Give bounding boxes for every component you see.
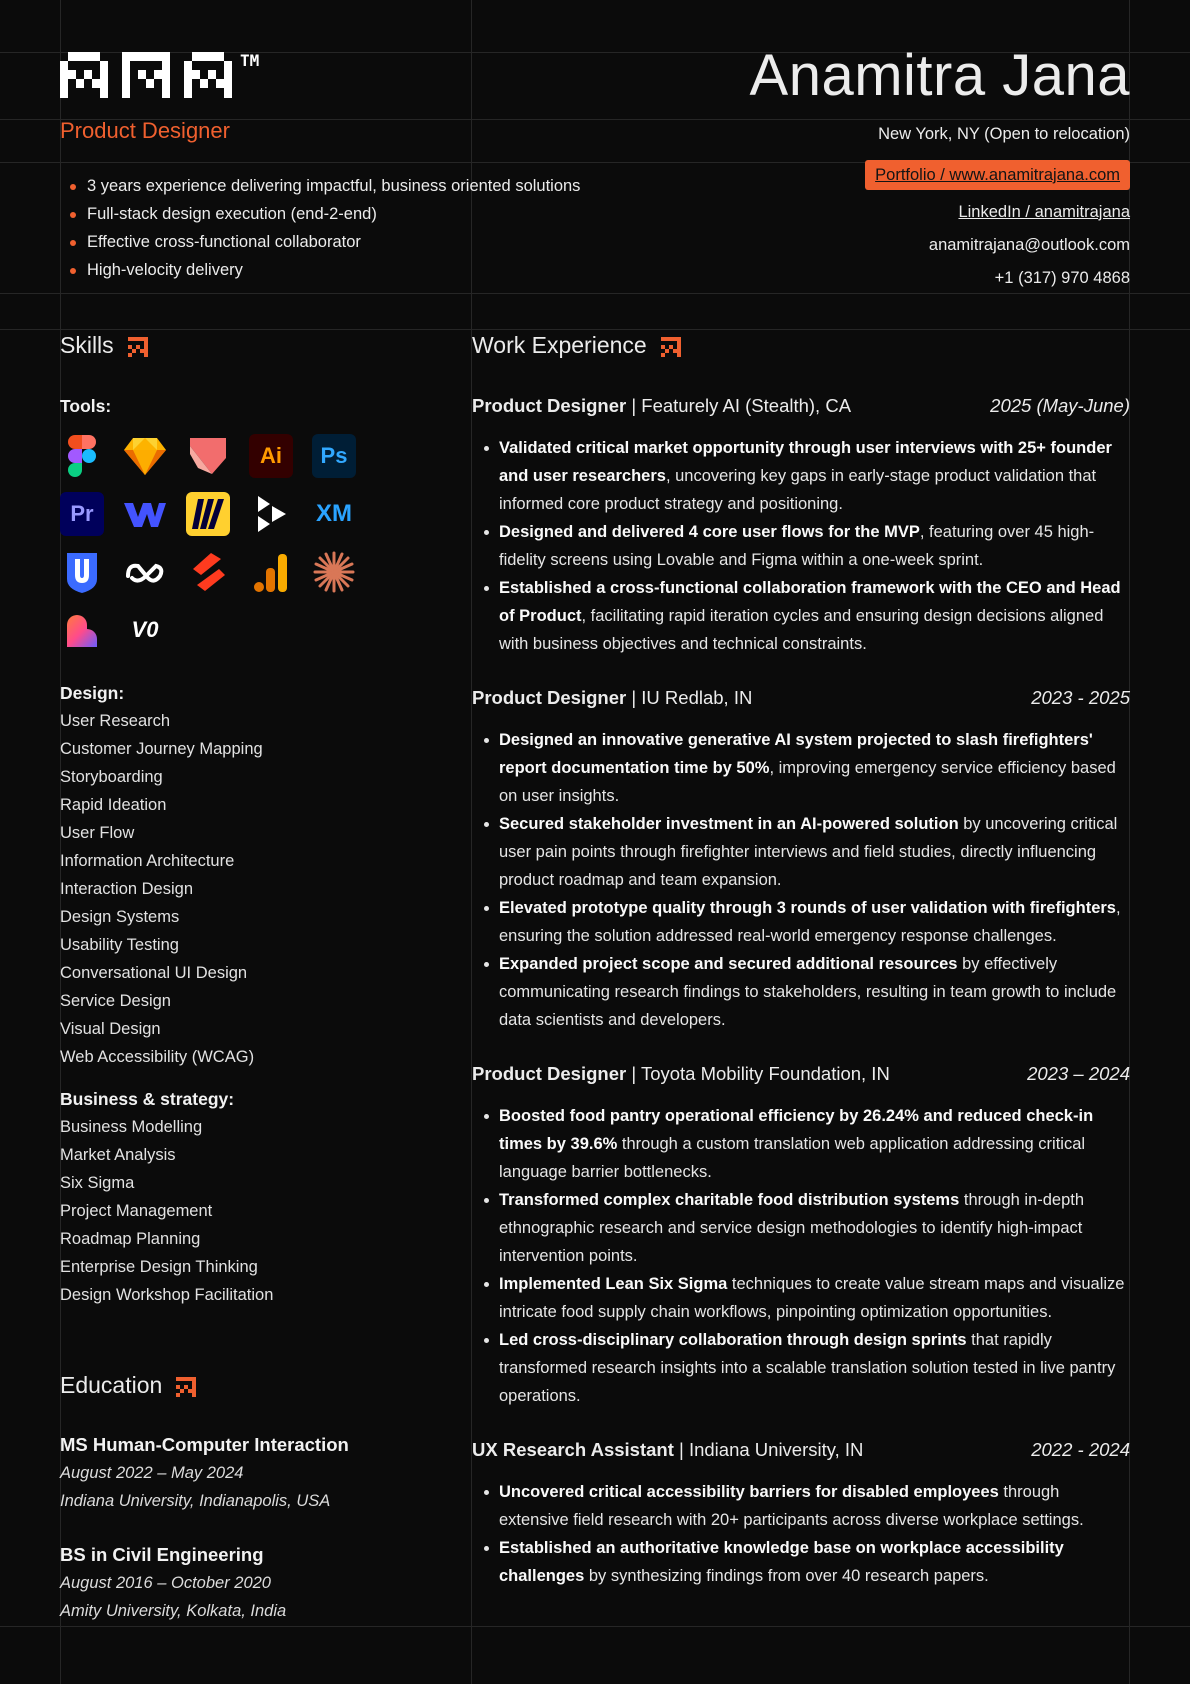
list-item: Business Modelling <box>60 1118 203 1136</box>
job-bullets <box>472 1478 1130 1590</box>
job-title: Product Designer <box>472 687 627 708</box>
education-entry <box>60 1541 460 1625</box>
job-header <box>472 684 1130 712</box>
lovable-icon <box>60 608 104 652</box>
education-heading <box>60 1372 196 1399</box>
job-header <box>472 1436 1130 1464</box>
portfolio-link[interactable]: Portfolio / www.anamitrajana.com <box>865 160 1130 190</box>
skills-heading-label: Skills <box>60 332 114 358</box>
skills-heading <box>60 332 148 359</box>
job-entry <box>472 684 1130 1034</box>
pixel-arrow-icon <box>176 1376 196 1396</box>
bullet-item: Led cross-disciplinary collaboration through design sprints that rapidly transformed research insights into a scalable translation solution tested in live pantry operations. <box>472 1326 1130 1410</box>
analytics-icon <box>249 550 293 594</box>
business-skills-list <box>60 1113 460 1309</box>
user-testing-icon <box>60 550 104 594</box>
business-label: Business & strategy: <box>60 1089 235 1109</box>
job-date: 2023 – 2024 <box>1027 1063 1130 1084</box>
xd-icon: XM <box>316 500 352 527</box>
sketch-icon <box>123 434 167 478</box>
job-date: 2025 (May-June) <box>990 395 1130 416</box>
degree: BS in Civil Engineering <box>60 1544 264 1565</box>
dates: August 2016 – October 2020 <box>60 1574 271 1592</box>
dates: August 2022 – May 2024 <box>60 1464 244 1482</box>
role-title: Product Designer <box>60 118 230 143</box>
job-entry <box>472 1060 1130 1410</box>
school: Amity University, Kolkata, India <box>60 1602 287 1620</box>
loop-icon <box>123 550 167 594</box>
relume-icon <box>186 550 230 594</box>
job-title: Product Designer <box>472 395 627 416</box>
job-org: | IU Redlab, IN <box>626 687 753 708</box>
experience-list <box>472 392 1130 1616</box>
job-header <box>472 392 1130 420</box>
tools-grid <box>60 434 460 652</box>
design-label: Design: <box>60 683 125 703</box>
education-heading-label: Education <box>60 1372 163 1398</box>
illustrator-icon: Ai <box>249 434 293 478</box>
bullet-item: Secured stakeholder investment in an AI-powered solution by uncovering critical user pain points through firefighter interviews and field studies, directly influencing product roadmap and team expansion. <box>472 810 1130 894</box>
webflow-icon <box>123 492 167 536</box>
list-item: Market Analysis <box>60 1146 176 1164</box>
list-item: Usability Testing <box>60 936 179 954</box>
highlight-item: 3 years experience delivering impactful, business oriented solutions <box>60 172 580 200</box>
bullet-item: Elevated prototype quality through 3 rounds of user validation with firefighters, ensuring the solution addressed real-world emergency response challenges. <box>472 894 1130 950</box>
list-item: Storyboarding <box>60 768 163 786</box>
list-item: User Research <box>60 712 171 730</box>
list-item: Conversational UI Design <box>60 964 248 982</box>
contact-block <box>865 120 1130 292</box>
list-item: Customer Journey Mapping <box>60 740 263 758</box>
v0-icon: V0 <box>131 617 159 642</box>
candidate-name: Anamitra Jana <box>749 43 1130 108</box>
phone: +1 (317) 970 4868 <box>994 269 1130 287</box>
highlight-item: Effective cross-functional collaborator <box>60 228 580 256</box>
list-item: Web Accessibility (WCAG) <box>60 1048 255 1066</box>
school: Indiana University, Indianapolis, USA <box>60 1492 331 1510</box>
grid-line <box>0 293 1190 294</box>
job-title: UX Research Assistant <box>472 1439 674 1460</box>
list-item: Six Sigma <box>60 1174 135 1192</box>
highlight-item: High-velocity delivery <box>60 256 580 284</box>
education-entry <box>60 1431 460 1515</box>
premiere-icon: Pr <box>60 492 104 536</box>
job-title: Product Designer <box>472 1063 627 1084</box>
list-item: Service Design <box>60 992 171 1010</box>
job-date: 2022 - 2024 <box>1031 1439 1130 1460</box>
linkedin-link[interactable]: LinkedIn / anamitrajana <box>958 203 1130 221</box>
design-skills-list <box>60 707 460 1071</box>
skills-column <box>60 392 460 1309</box>
highlight-item: Full-stack design execution (end-2-end) <box>60 200 580 228</box>
pixel-arrow-icon <box>128 336 148 356</box>
bullet-item: Transformed complex charitable food distribution systems through in-depth ethnographic research and service design methodologies to identify high-impact intervention points. <box>472 1186 1130 1270</box>
figma-icon <box>60 434 104 478</box>
location: New York, NY (Open to relocation) <box>878 125 1130 143</box>
job-org: | Featurely AI (Stealth), CA <box>626 395 852 416</box>
job-bullets <box>472 1102 1130 1410</box>
job-bullets <box>472 434 1130 658</box>
list-item: Information Architecture <box>60 852 235 870</box>
job-entry <box>472 1436 1130 1590</box>
bullet-item: Boosted food pantry operational efficiency by 26.24% and reduced check-in times by 39.6% through a custom translation web application addressing critical language barrier bottlenecks. <box>472 1102 1130 1186</box>
highlights-list <box>60 172 580 284</box>
experience-heading-label: Work Experience <box>472 332 647 358</box>
pixel-arrow-icon <box>661 336 681 356</box>
degree: MS Human-Computer Interaction <box>60 1434 349 1455</box>
job-header <box>472 1060 1130 1088</box>
job-date: 2023 - 2025 <box>1031 687 1130 708</box>
list-item: Design Systems <box>60 908 180 926</box>
job-bullets <box>472 726 1130 1034</box>
list-item: Design Workshop Facilitation <box>60 1286 274 1304</box>
list-item: Visual Design <box>60 1020 161 1038</box>
bullet-item: Established a cross-functional collaboration framework with the CEO and Head of Product, facilitating rapid iteration cycles and ensuring design decisions aligned with business objectives and technical constraints. <box>472 574 1130 658</box>
list-item: Enterprise Design Thinking <box>60 1258 258 1276</box>
list-item: User Flow <box>60 824 135 842</box>
bullet-item: Validated critical market opportunity through user interviews with 25+ founder and user researchers, uncovering key gaps in early-stage product validation that informed core product strategy and positioning. <box>472 434 1130 518</box>
education-list <box>60 1431 460 1625</box>
list-item: Project Management <box>60 1202 213 1220</box>
bullet-item: Expanded project scope and secured additional resources by effectively communicating research findings to stakeholders, resulting in team growth to include data scientists and developers. <box>472 950 1130 1034</box>
experience-heading <box>472 332 681 359</box>
list-item: Interaction Design <box>60 880 193 898</box>
framer-ribbon-icon <box>186 434 230 478</box>
bullet-item: Implemented Lean Six Sigma techniques to create value stream maps and visualize intricate food supply chain workflows, pinpointing optimization opportunities. <box>472 1270 1130 1326</box>
list-item: Roadmap Planning <box>60 1230 201 1248</box>
email[interactable]: anamitrajana@outlook.com <box>928 236 1130 254</box>
miro-icon <box>186 492 230 536</box>
ana-pixel-logo <box>60 52 266 98</box>
tools-label: Tools: <box>60 396 112 416</box>
photoshop-icon: Ps <box>312 434 356 478</box>
protopie-icon <box>249 492 293 536</box>
claude-icon <box>312 550 356 594</box>
bullet-item: Uncovered critical accessibility barriers for disabled employees through extensive field research with 20+ participants across diverse workplace settings. <box>472 1478 1130 1534</box>
job-org: | Indiana University, IN <box>673 1439 864 1460</box>
bullet-item: Established an authoritative knowledge base on workplace accessibility challenges by synthesizing findings from over 40 research papers. <box>472 1534 1130 1590</box>
bullet-item: Designed and delivered 4 core user flows for the MVP, featuring over 45 high-fidelity screens using Lovable and Figma within a one-week sprint. <box>472 518 1130 574</box>
bullet-item: Designed an innovative generative AI system projected to slash firefighters' report documentation time by 50%, improving emergency service efficiency based on user insights. <box>472 726 1130 810</box>
job-entry <box>472 392 1130 658</box>
list-item: Rapid Ideation <box>60 796 167 814</box>
grid-line <box>0 1626 1190 1627</box>
grid-line <box>0 329 1190 330</box>
job-org: | Toyota Mobility Foundation, IN <box>626 1063 890 1084</box>
logo-tm: TM <box>240 52 260 70</box>
